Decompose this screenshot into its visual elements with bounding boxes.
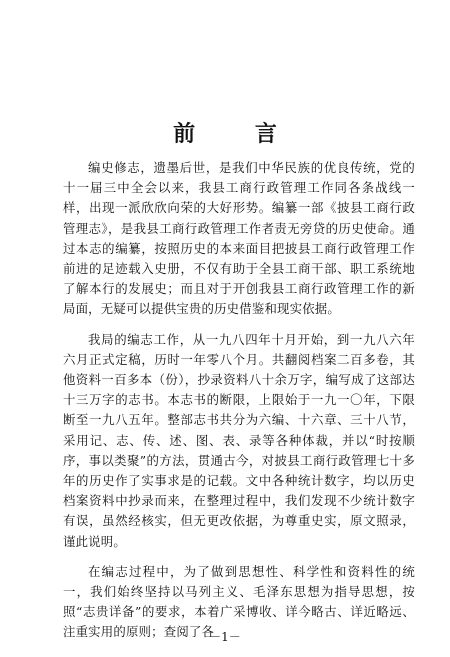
page-title: 前 言 [173,121,303,147]
preface-body [63,158,415,653]
page-number: －1－ [209,630,241,644]
paragraph-1: 编史修志，遗墨后世，是我们中华民族的优良传统，党的十一届三中全会以来，我县工商行政管理工作同各条战线一样，出现一派欣欣向荣的大好形势。编纂一部《披县工商行政管理志》，是我县工商行政管理工作者责无旁贷的历史使命。通过本志的编纂，按照历史的本来面目把披县工商行政管理工作前进的足迹载入史册，不仅有助于全县工商干部、职工系统地了解本行的发展史；而且对于开创我县工商行政管理工作的新局面，无疑可以提供宝贵的历史借鉴和现实依据。 [63,160,415,317]
paragraph-3: 在编志过程中，为了做到思想性、科学性和资料性的统一，我们始终坚持以马列主义、毛泽东思想为指导思想，按照“志贵详备”的要求，本着广采博收、详今略古、详近略远、注重实用的原则；查阅了各 [63,563,415,640]
paragraph-2: 我局的编志工作，从一九八四年十月开始，到一九八六年六月正式定稿，历时一年零八个月。共翻阅档案二百多卷，其他资料一百多本（份），抄录资料八十余万字，编写成了这部达十三万字的志书。本志书的断限，上限始于一九一〇年，下限断至一九八五年。整部志书共分为六编、十六章、三十八节，采用记、志、传、述、图、表、录等各种体裁，并以“时按顺序，事以类聚”的方法，贯通古今，对披县工商行政管理七十多年的历史作了实事求是的记载。文中各种统计数字，均以历史档案资料中抄录而来，在整理过程中，我们发现不少统计数字有误，虽然经核实，但无更改依据，为尊重史实，原文照录，谨此说明。 [63,331,415,549]
